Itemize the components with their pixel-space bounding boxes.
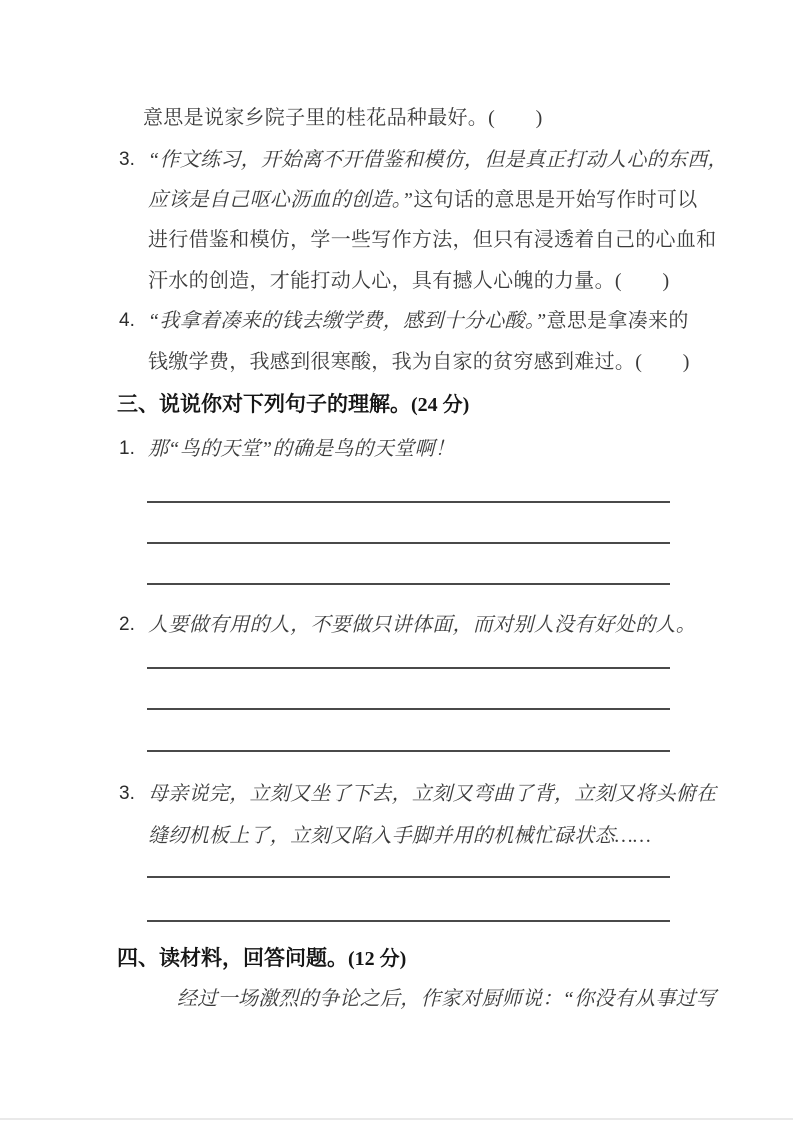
item3-line4: 汗水的创造，才能打动人心，具有撼人心魄的力量。( ): [148, 270, 670, 292]
s3-item2-number: 2.: [119, 614, 135, 635]
s3-item1-text: 那“鸟的天堂”的确是鸟的天堂啊！: [148, 438, 456, 460]
section-4-score: (12 分): [348, 948, 407, 970]
s3-item1-number: 1.: [119, 438, 135, 459]
s4-material-line1: 经过一场激烈的争论之后，作家对厨师说：“你没有从事过写: [177, 988, 717, 1010]
section-3-title: 三、说说你对下列句子的理解。: [117, 393, 411, 416]
section-4-title: 四、读材料，回答问题。: [117, 947, 348, 970]
item4-line1-rest: 意思是拿凑来的: [546, 310, 689, 332]
item3-line2: [148, 185, 698, 215]
answer-line: [147, 542, 670, 544]
section-3-heading: [117, 389, 469, 421]
answer-line: [147, 667, 670, 669]
item3-line2-quote: 应该是自己呕心沥血的创造。”: [148, 189, 414, 211]
s3-item3-number: 3.: [119, 783, 135, 804]
item4-line1-quote: “我拿着凑来的钱去缴学费，感到十分心酸。”: [148, 310, 547, 332]
section-4-heading: [117, 943, 406, 975]
answer-line: [147, 876, 670, 878]
item3-line1: “作文练习，开始离不开借鉴和模仿，但是真正打动人心的东西，: [148, 149, 728, 171]
answer-line: [147, 920, 670, 922]
item4-line2: 钱缴学费，我感到很寒酸，我为自家的贫穷感到难过。( ): [148, 351, 690, 373]
carryover-line: 意思是说家乡院子里的桂花品种最好。( ): [143, 107, 543, 129]
answer-line: [147, 583, 670, 585]
s3-item2-text: 人要做有用的人，不要做只讲体面，而对别人没有好处的人。: [148, 614, 697, 636]
answer-line: [147, 501, 670, 503]
s3-item3-line2: 缝纫机板上了，立刻又陷入手脚并用的机械忙碌状态……: [148, 825, 652, 847]
scan-cutoff-artifact: [0, 1118, 793, 1120]
item4-number: 4.: [119, 310, 135, 331]
item4-line1: [148, 306, 689, 336]
s3-item3-line1: 母亲说完，立刻又坐了下去，立刻又弯曲了背，立刻又将头俯在: [148, 783, 717, 805]
section-3-score: (24 分): [411, 394, 470, 416]
item3-line3: 进行借鉴和模仿，学一些写作方法，但只有浸透着自己的心血和: [148, 229, 717, 251]
item3-line2-rest: 这句话的意思是开始写作时可以: [413, 189, 698, 211]
answer-line: [147, 708, 670, 710]
answer-line: [147, 750, 670, 752]
item3-number: 3.: [119, 149, 135, 170]
